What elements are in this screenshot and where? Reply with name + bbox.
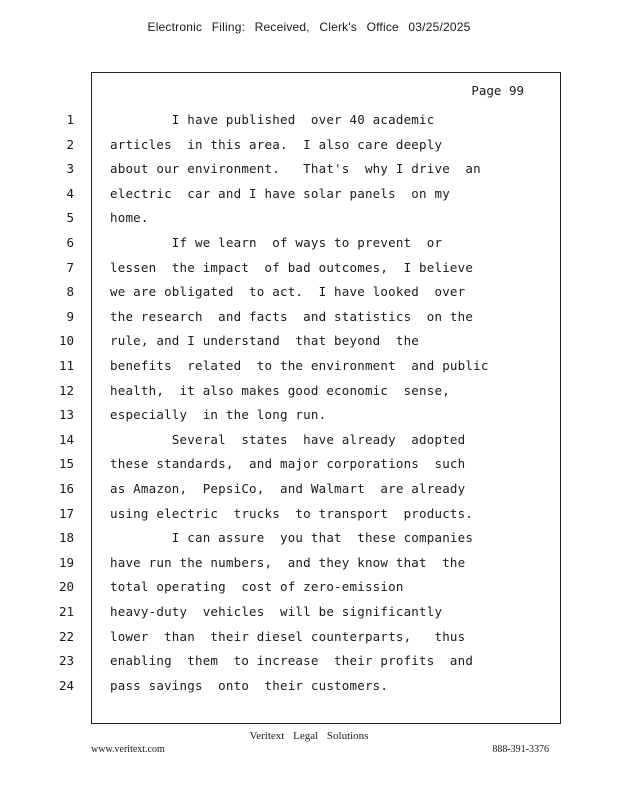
transcript-line xyxy=(66,308,560,333)
line-text: we are obligated to act. I have looked over xyxy=(110,284,466,300)
line-number: 20 xyxy=(58,579,74,595)
line-text: I have published over 40 academic xyxy=(110,112,435,127)
line-text: have run the numbers, and they know that the xyxy=(110,554,466,570)
line-number: 24 xyxy=(58,677,74,693)
transcript-line xyxy=(66,161,560,185)
line-text: home. xyxy=(110,210,149,226)
line-number: 3 xyxy=(66,161,74,177)
transcript-line xyxy=(58,604,560,628)
line-text: benefits related to the environment and public xyxy=(110,358,489,373)
line-text: rule, and I understand that beyond the xyxy=(110,333,420,349)
line-text: articles in this area. I also care deeply xyxy=(110,136,443,152)
line-number: 21 xyxy=(58,604,74,619)
line-text: lower than their diesel counterparts, thus xyxy=(110,628,466,644)
transcript-line xyxy=(58,554,560,579)
transcript-line xyxy=(66,185,560,210)
transcript-line xyxy=(58,382,560,407)
line-text: as Amazon, PepsiCo, and Walmart are already xyxy=(110,481,466,496)
transcript-line xyxy=(58,579,560,603)
transcript-line xyxy=(66,136,560,161)
transcript-line xyxy=(66,210,560,234)
line-text: using electric trucks to transport products. xyxy=(110,505,474,521)
transcript-line xyxy=(58,653,560,677)
line-number: 11 xyxy=(58,358,74,373)
transcript-line xyxy=(66,112,560,136)
line-text: about our environment. That's why I drive an xyxy=(110,161,481,177)
line-text: pass savings onto their customers. xyxy=(110,677,389,693)
line-number: 8 xyxy=(66,284,74,300)
footer-website: www.veritext.com xyxy=(91,744,165,755)
line-text: Several states have already adopted xyxy=(110,431,466,447)
filing-header: Electronic Filing: Received, Clerk's Office 03/25/2025 xyxy=(147,20,471,34)
transcript-line xyxy=(58,505,560,530)
line-text: the research and facts and statistics on the xyxy=(110,308,474,324)
line-number: 12 xyxy=(58,382,74,398)
transcript-line xyxy=(58,481,560,505)
transcript-line xyxy=(58,358,560,382)
line-number: 7 xyxy=(66,259,74,275)
line-number: 15 xyxy=(58,456,74,472)
line-number: 22 xyxy=(58,628,74,644)
transcript-line xyxy=(58,628,560,653)
transcript-page-box xyxy=(58,72,561,724)
line-number: 5 xyxy=(66,210,74,226)
line-number: 18 xyxy=(58,530,74,546)
line-number: 9 xyxy=(66,308,74,324)
page-number: Page 99 xyxy=(471,83,524,98)
transcript-line xyxy=(66,259,560,284)
line-text: If we learn of ways to prevent or xyxy=(110,235,443,250)
line-number: 14 xyxy=(58,431,74,447)
footer-phone: 888-391-3376 xyxy=(492,744,549,755)
line-number: 1 xyxy=(66,112,74,127)
footer-company: Veritext Legal Solutions xyxy=(249,730,369,742)
line-number: 6 xyxy=(66,235,74,250)
line-text: health, it also makes good economic sense, xyxy=(110,382,450,398)
transcript-line xyxy=(58,407,560,431)
line-text: these standards, and major corporations such xyxy=(110,456,466,472)
line-number: 16 xyxy=(58,481,74,496)
line-number: 17 xyxy=(58,505,74,521)
transcript-line xyxy=(58,677,560,702)
line-number: 19 xyxy=(58,554,74,570)
line-text: lessen the impact of bad outcomes, I believe xyxy=(110,259,474,275)
transcript-line xyxy=(66,235,560,259)
line-number: 4 xyxy=(66,185,74,201)
transcript-line xyxy=(58,530,560,554)
transcript-line xyxy=(66,284,560,308)
transcript-line xyxy=(58,456,560,480)
line-number: 10 xyxy=(58,333,74,349)
line-text: especially in the long run. xyxy=(110,407,327,423)
line-number: 2 xyxy=(66,136,74,152)
line-number: 23 xyxy=(58,653,74,669)
line-text: enabling them to increase their profits and xyxy=(110,653,474,669)
line-text: heavy-duty vehicles will be significantly xyxy=(110,604,443,619)
line-text: electric car and I have solar panels on my xyxy=(110,185,450,201)
line-text: total operating cost of zero-emission xyxy=(110,579,404,595)
line-text: I can assure you that these companies xyxy=(110,530,474,546)
transcript-line xyxy=(58,333,560,357)
line-number: 13 xyxy=(58,407,74,423)
transcript-line xyxy=(58,431,560,456)
